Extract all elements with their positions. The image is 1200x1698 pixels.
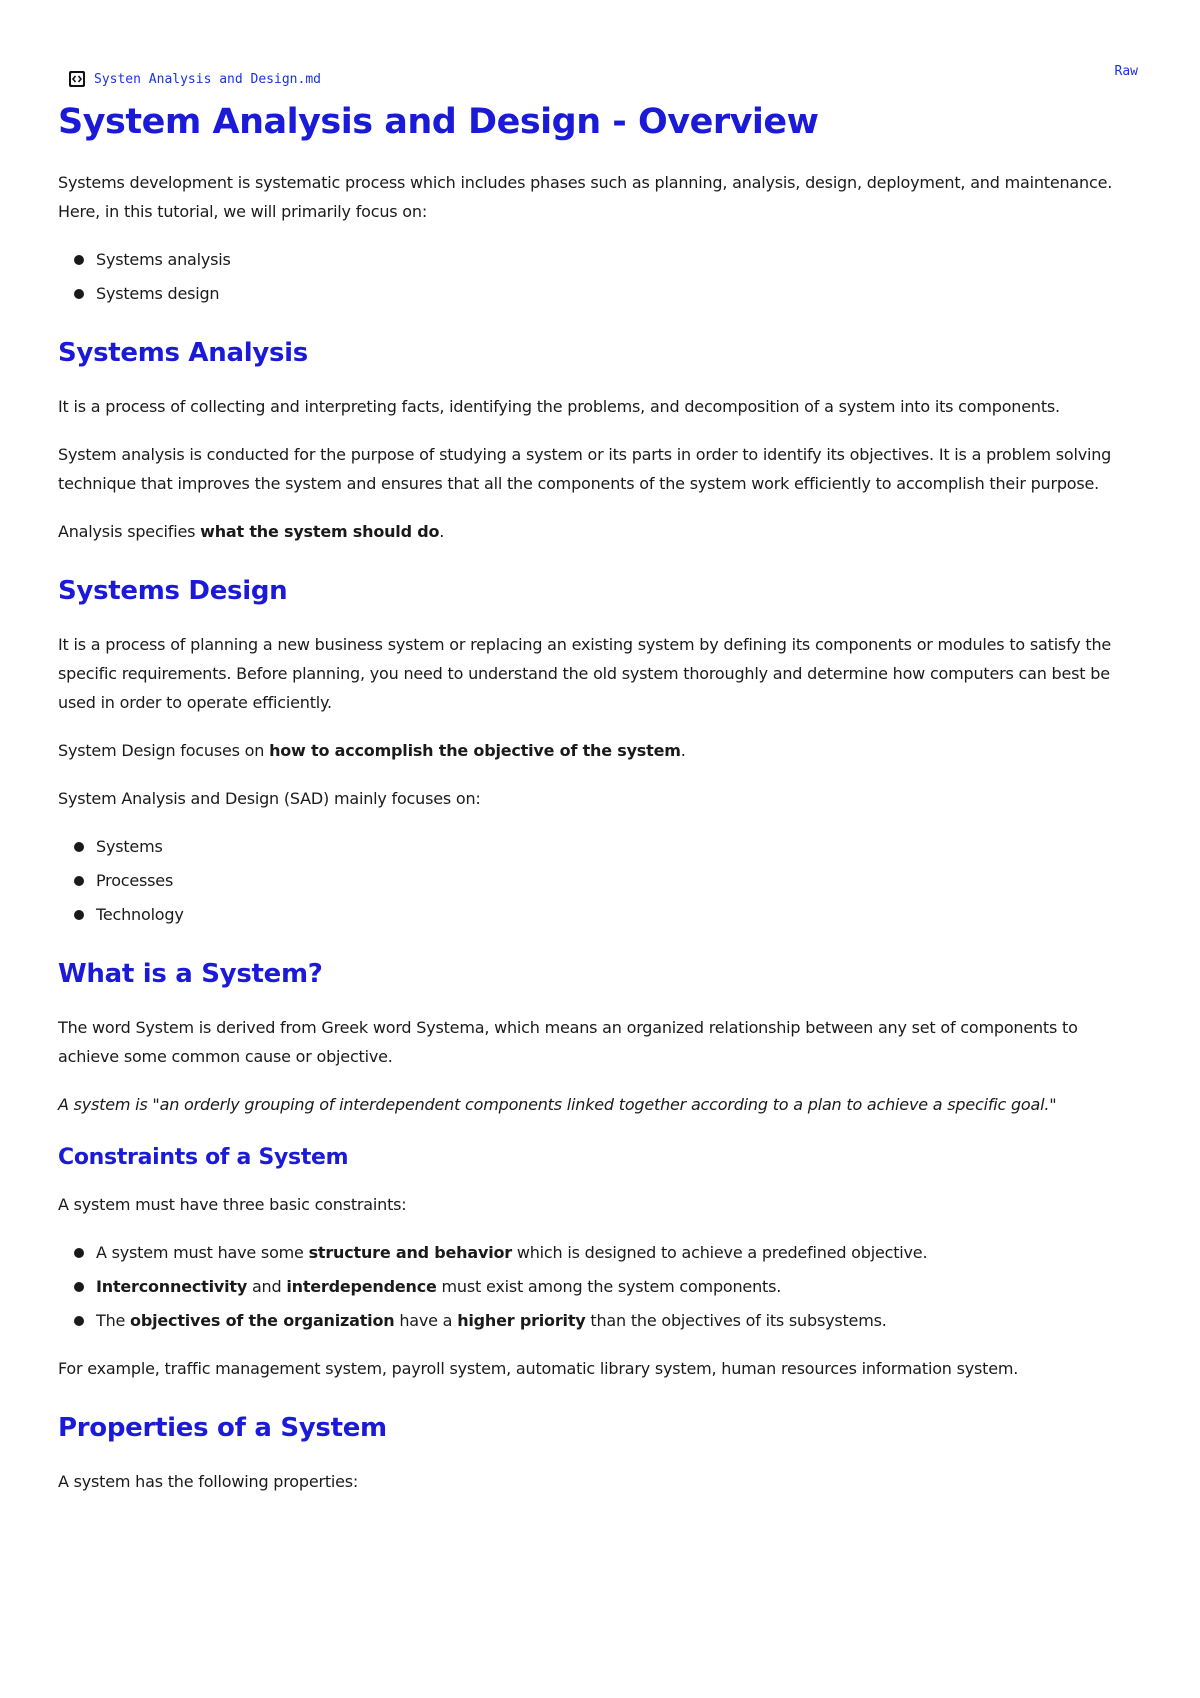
what-is-paragraph: The word System is derived from Greek word Systema, which means an organized relationship between any set of components to achieve some common cause or objective. (58, 1018, 1078, 1066)
list-item: A system must have some structure and behavior which is designed to achieve a predefined objective. (58, 1238, 1138, 1267)
file-header (58, 58, 1138, 88)
list-item: The objectives of the organization have a higher priority than the objectives of its subsystems. (58, 1306, 1138, 1335)
raw-link[interactable]: Raw (1114, 64, 1138, 79)
design-paragraph-3: System Analysis and Design (SAD) mainly focuses on: (58, 789, 481, 808)
section-heading-analysis: Systems Analysis (58, 338, 308, 368)
design-list (58, 832, 1138, 929)
list-item: Interconnectivity and interdependence must exist among the system components. (58, 1272, 1138, 1301)
analysis-paragraph-3: Analysis specifies what the system should do. (58, 522, 445, 541)
design-paragraph-2: System Design focuses on how to accomplish the objective of the system. (58, 741, 686, 760)
list-item: Systems (58, 832, 1138, 861)
section-heading-constraints: Constraints of a System (58, 1145, 349, 1170)
file-name-label: Systen Analysis and Design.md (94, 71, 321, 87)
intro-list (58, 245, 1138, 308)
list-item: Systems analysis (58, 245, 1138, 274)
properties-paragraph: A system has the following properties: (58, 1472, 359, 1491)
design-paragraph-1: It is a process of planning a new business system or replacing an existing system by defining its components or modules to satisfy the specific requirements. Before planning, you need to understand the old system thoroughly and determine how computers can best be used in order to operate efficiently. (58, 635, 1112, 712)
list-item: Processes (58, 866, 1138, 895)
analysis-paragraph-1: It is a process of collecting and interpreting facts, identifying the problems, and decomposition of a system into its components. (58, 397, 1060, 416)
list-item: Technology (58, 900, 1138, 929)
file-code-icon (68, 70, 86, 88)
constraints-list (58, 1238, 1138, 1335)
section-heading-what-is: What is a System? (58, 959, 323, 989)
page-title: System Analysis and Design - Overview (58, 102, 819, 142)
document-page (58, 58, 1138, 1515)
intro-paragraph: Systems development is systematic process which includes phases such as planning, analysis, design, deployment, and maintenance. Here, in this tutorial, we will primarily focus on: (58, 173, 1113, 221)
constraints-paragraph-2: For example, traffic management system, payroll system, automatic library system, human resources information system. (58, 1359, 1019, 1378)
analysis-paragraph-2: System analysis is conducted for the purpose of studying a system or its parts in order to identify its objectives. It is a problem solving technique that improves the system and ensures that all the components of the system work efficiently to accomplish their purpose. (58, 445, 1112, 493)
list-item: Systems design (58, 279, 1138, 308)
section-heading-design: Systems Design (58, 576, 288, 606)
system-definition-quote: A system is "an orderly grouping of interdependent components linked together according to a plan to achieve a specific goal." (58, 1095, 1057, 1114)
constraints-paragraph-1: A system must have three basic constraints: (58, 1195, 407, 1214)
section-heading-properties: Properties of a System (58, 1413, 387, 1443)
file-name-link[interactable] (68, 70, 321, 88)
